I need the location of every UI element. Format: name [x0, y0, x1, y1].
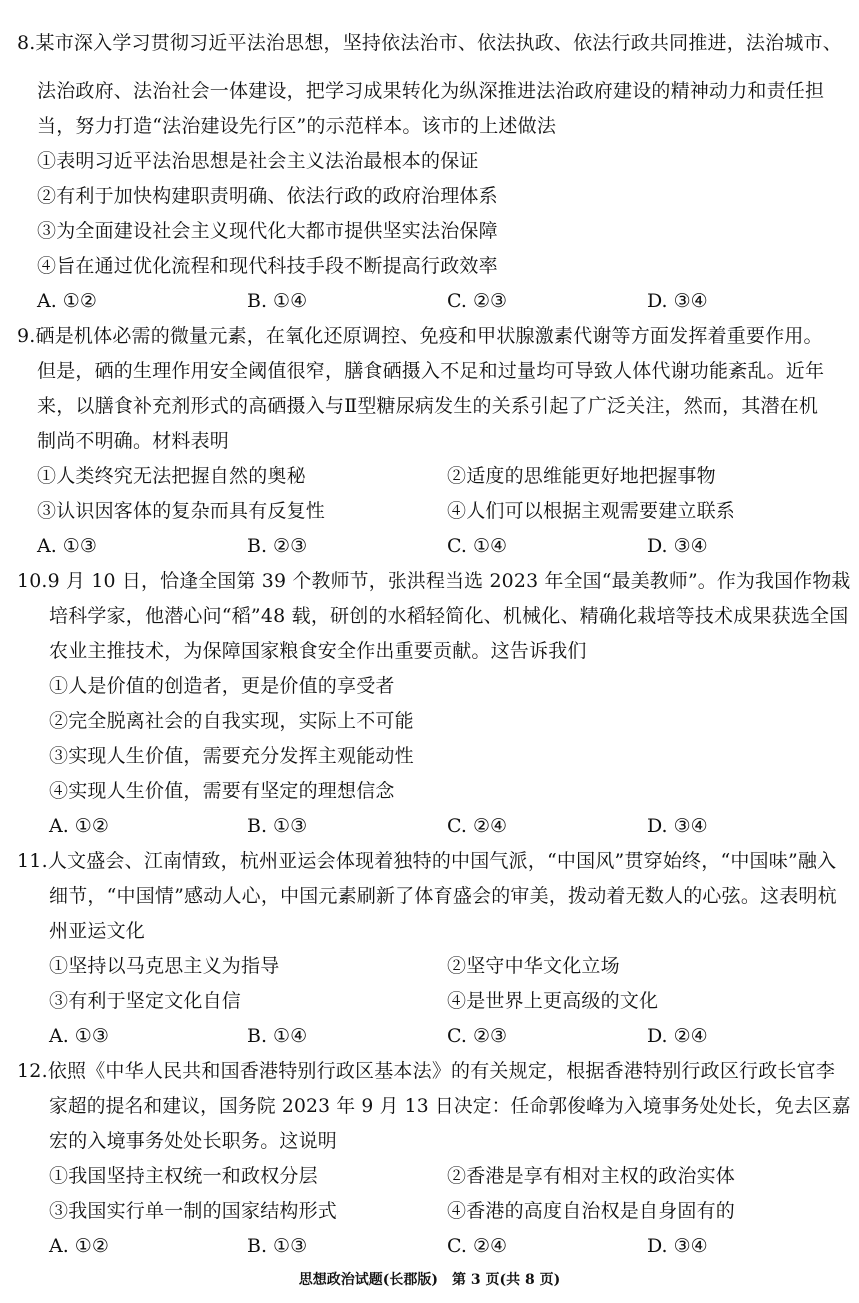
option-c: C. ②④: [447, 1235, 508, 1257]
statement: ①坚持以马克思主义为指导: [49, 955, 280, 977]
option-c: C. ②③: [447, 290, 508, 312]
statement: ②香港是享有相对主权的政治实体: [447, 1165, 736, 1187]
statement: ①人是价值的创造者，更是价值的享受者: [49, 675, 395, 697]
option-c: C. ②④: [447, 815, 508, 837]
statement: ③实现人生价值，需要充分发挥主观能动性: [49, 745, 414, 767]
statement: ③我国实行单一制的国家结构形式: [49, 1200, 338, 1222]
statement: ①人类终究无法把握自然的奥秘: [37, 465, 306, 487]
option-a: A. ①②: [49, 815, 109, 837]
option-d: D. ②④: [647, 1025, 708, 1047]
option-b: B. ①④: [247, 290, 308, 312]
statement: ④是世界上更高级的文化: [447, 990, 659, 1012]
statement: ③认识因客体的复杂而具有反复性: [37, 500, 326, 522]
statement: ④人们可以根据主观需要建立联系: [447, 500, 736, 522]
question-text-line: 宏的入境事务处处长职务。这说明: [49, 1130, 338, 1152]
question-text-line: 培科学家，他潜心问“稻”48 载，研创的水稻轻简化、机械化、精确化栽培等技术成果获选全国: [49, 605, 849, 627]
question-text-line: 10.9 月 10 日，恰逢全国第 39 个教师节，张洪程当选 2023 年全国“最美教师”。作为我国作物栽: [17, 570, 851, 592]
question-text-line: 农业主推技术，为保障国家粮食安全作出重要贡献。这告诉我们: [49, 640, 587, 662]
question-text-line: 州亚运文化: [49, 920, 146, 942]
option-d: D. ③④: [647, 535, 708, 557]
option-d: D. ③④: [647, 815, 708, 837]
statement: ③为全面建设社会主义现代化大都市提供坚实法治保障: [37, 220, 498, 242]
statement: ②坚守中华文化立场: [447, 955, 620, 977]
question-text-line: 当，努力打造“法治建设先行区”的示范样本。该市的上述做法: [37, 115, 557, 137]
option-d: D. ③④: [647, 1235, 708, 1257]
statement: ③有利于坚定文化自信: [49, 990, 242, 1012]
question-text-line: 来，以膳食补充剂形式的高硒摄入与Ⅱ型糖尿病发生的关系引起了广泛关注，然而，其潜在机: [37, 395, 819, 417]
option-d: D. ③④: [647, 290, 708, 312]
question-text-line: 法治政府、法治社会一体建设，把学习成果转化为纵深推进法治政府建设的精神动力和责任担: [37, 80, 825, 102]
option-b: B. ①③: [247, 1235, 308, 1257]
option-a: A. ①②: [49, 1235, 109, 1257]
question-text-line: 家超的提名和建议，国务院 2023 年 9 月 13 日决定：任命郭俊峰为入境事务处处长，免去区嘉: [49, 1095, 851, 1117]
option-c: C. ②③: [447, 1025, 508, 1047]
statement: ①我国坚持主权统一和政权分层: [49, 1165, 318, 1187]
statement: ①表明习近平法治思想是社会主义法治最根本的保证: [37, 150, 479, 172]
statement: ②有利于加快构建职责明确、依法行政的政府治理体系: [37, 185, 498, 207]
question-text-line: 制尚不明确。材料表明: [37, 430, 230, 452]
option-b: B. ①④: [247, 1025, 308, 1047]
statement: ④旨在通过优化流程和现代科技手段不断提高行政效率: [37, 255, 498, 277]
question-text-line: 8.某市深入学习贯彻习近平法治思想，坚持依法治市、依法执政、依法行政共同推进，法治城市、: [17, 32, 842, 54]
option-b: B. ①③: [247, 815, 308, 837]
option-c: C. ①④: [447, 535, 508, 557]
option-a: A. ①③: [37, 535, 97, 557]
question-text-line: 9.硒是机体必需的微量元素，在氧化还原调控、免疫和甲状腺激素代谢等方面发挥着重要作用。: [17, 325, 823, 347]
statement: ②适度的思维能更好地把握事物: [447, 465, 716, 487]
question-text-line: 12.依照《中华人民共和国香港特别行政区基本法》的有关规定，根据香港特别行政区行政长官李: [17, 1060, 836, 1082]
option-b: B. ②③: [247, 535, 308, 557]
option-a: A. ①②: [37, 290, 97, 312]
statement: ④实现人生价值，需要有坚定的理想信念: [49, 780, 395, 802]
question-text-line: 11.人文盛会、江南情致，杭州亚运会体现着独特的中国气派，“中国风”贯穿始终，“中国味”融入: [17, 850, 837, 872]
question-text-line: 细节，“中国情”感动人心，中国元素刷新了体育盛会的审美，拨动着无数人的心弦。这表明杭: [49, 885, 837, 907]
option-a: A. ①③: [49, 1025, 109, 1047]
page-footer: 思想政治试题(长郡版) 第 3 页(共 8 页): [298, 1272, 561, 1288]
question-text-line: 但是，硒的生理作用安全阈值很窄，膳食硒摄入不足和过量均可导致人体代谢功能紊乱。近年: [37, 360, 825, 382]
statement: ④香港的高度自治权是自身固有的: [447, 1200, 736, 1222]
statement: ②完全脱离社会的自我实现，实际上不可能: [49, 710, 414, 732]
